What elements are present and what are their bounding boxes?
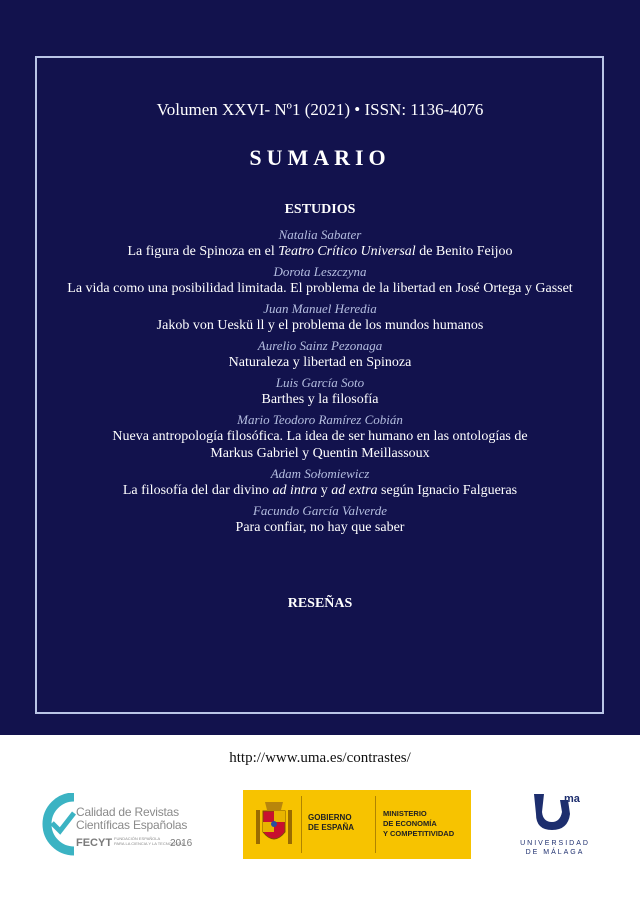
entry-author: Juan Manuel Heredia [263, 301, 377, 316]
contents-list [0, 226, 640, 539]
list-item[interactable] [0, 411, 640, 462]
uma-line2: DE MÁLAGA [525, 849, 585, 856]
fecyt-quality-logo [38, 793, 198, 859]
gobierno-divider [301, 796, 302, 853]
list-item[interactable] [0, 465, 640, 499]
entry-author: Mario Teodoro Ramírez Cobián [237, 412, 403, 427]
entry-title: Naturaleza y libertad en Spinoza [228, 355, 412, 370]
entry-title: Para confiar, no hay que saber [235, 520, 405, 535]
list-item[interactable] [0, 263, 640, 297]
entry-title: La vida como una posibilidad limitada. El problema de la libertad en José Ortega y Gasset [67, 281, 573, 296]
uma-mark-icon [530, 790, 580, 834]
entry-title: Jakob von Ueskü ll y el problema de los mundos humanos [156, 318, 484, 333]
list-item[interactable] [0, 374, 640, 408]
entry-author: Facundo García Valverde [252, 503, 388, 518]
entry-author: Luis García Soto [275, 375, 365, 390]
uma-line1: UNIVERSIDAD [520, 840, 590, 847]
ministerio-divider [375, 796, 376, 853]
page-title: SUMARIO [249, 145, 391, 170]
coat-of-arms-icon [253, 798, 295, 852]
list-item[interactable] [0, 337, 640, 371]
fecyt-subtitle: FUNDACIÓN ESPAÑOLA PARA LA CIENCIA Y LA TECNOLOGÍA [114, 836, 184, 846]
list-item[interactable] [0, 502, 640, 536]
fecyt-line1: Calidad de Revistas [76, 805, 179, 819]
entry-title: Barthes y la filosofía [261, 392, 379, 407]
fecyt-year: 2016 [170, 838, 193, 849]
entry-author: Natalia Sabater [278, 227, 362, 242]
ministerio-text: MINISTERIO DE ECONOMÍA Y COMPETITIVIDAD [383, 809, 455, 838]
section-estudios: ESTUDIOS [284, 202, 356, 217]
list-item[interactable] [0, 300, 640, 334]
fecyt-seal-icon [38, 793, 80, 857]
entry-title: Nueva antropología filosófica. La idea de ser humano en las ontologías de Markus Gabriel y Quentin Meillassoux [112, 429, 528, 461]
entry-title: La figura de Spinoza en el Teatro Crítico Universal de Benito Feijoo [127, 244, 513, 259]
entry-author: Aurelio Sainz Pezonaga [257, 338, 383, 353]
list-item[interactable] [0, 226, 640, 260]
journal-url-link[interactable]: http://www.uma.es/contrastes/ [229, 750, 411, 766]
entry-title: La filosofía del dar divino ad intra y ad extra según Ignacio Falgueras [122, 483, 518, 498]
uma-logo [512, 790, 598, 862]
fecyt-brand: FECYT [76, 837, 113, 849]
volume-info: Volumen XXVI- Nº1 (2021) • ISSN: 1136-4076 [156, 100, 484, 119]
gobierno-logo [243, 790, 471, 859]
fecyt-line2: Científicas Españolas [76, 818, 188, 832]
gobierno-text: GOBIERNO DE ESPAÑA [308, 813, 355, 832]
entry-author: Adam Sołomiewicz [270, 466, 370, 481]
entry-author: Dorota Leszczyna [273, 264, 367, 279]
section-resenas: RESEÑAS [287, 596, 353, 611]
uma-ma-text: ma [564, 793, 580, 805]
